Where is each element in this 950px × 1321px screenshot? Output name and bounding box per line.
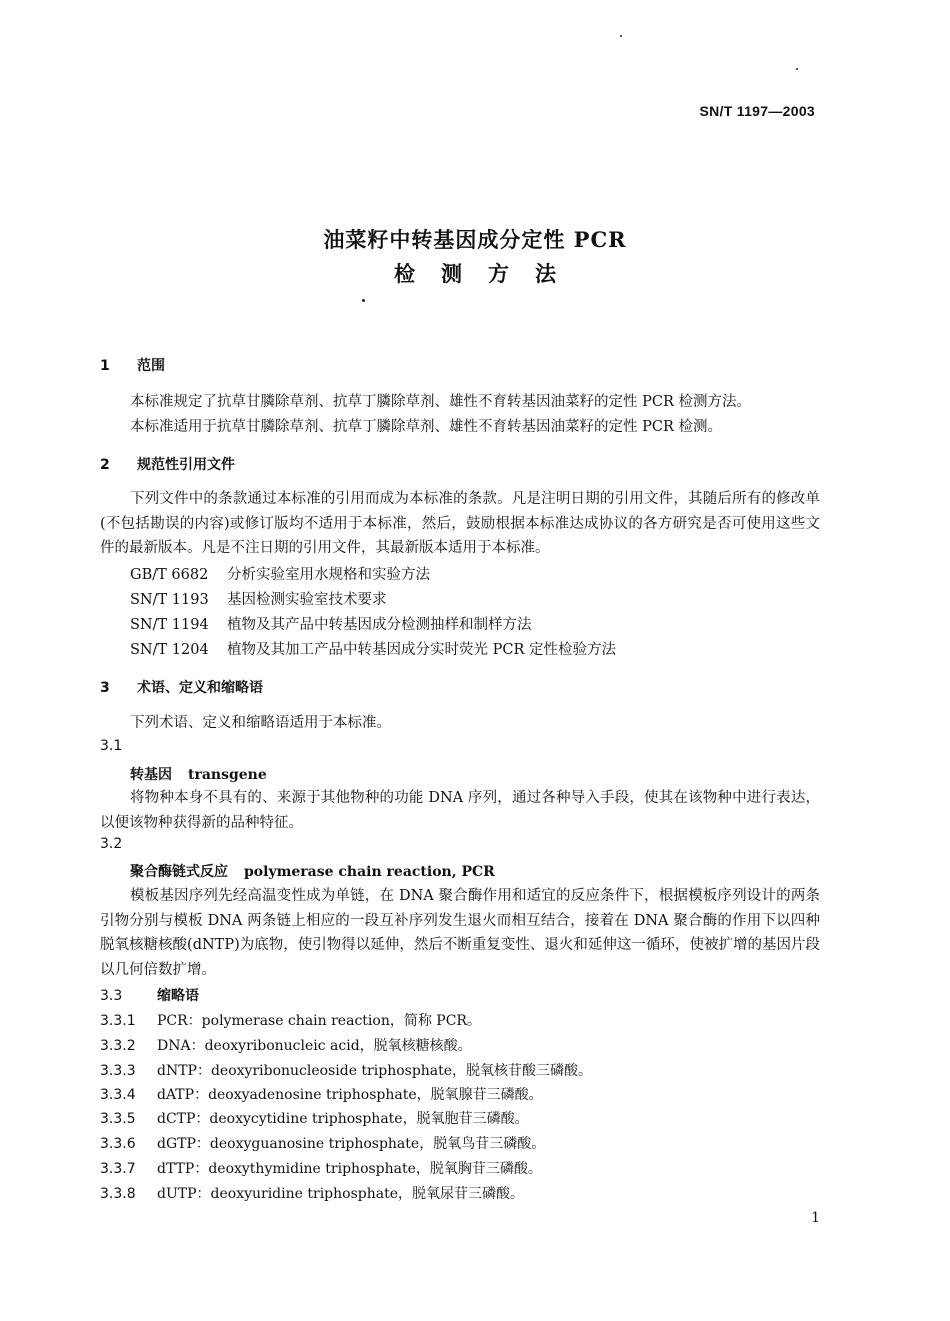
abbreviation-item xyxy=(100,1060,592,1080)
clause-title: 缩略语 xyxy=(157,988,199,1004)
reference-code: GB/T 6682 xyxy=(130,567,209,583)
clause-number: 3.3.4 xyxy=(100,1087,136,1103)
abbreviation-item xyxy=(100,1084,543,1104)
term-en: transgene xyxy=(188,767,267,783)
reference-title: 植物及其产品中转基因成分检测抽样和制样方法 xyxy=(227,617,532,633)
term-entry xyxy=(130,861,495,881)
abbreviation-text: dATP：deoxyadenosine triphosphate，脱氧腺苷三磷酸。 xyxy=(157,1087,543,1103)
abbreviation-item xyxy=(100,1010,481,1030)
abbreviation-text: dGTP：deoxyguanosine triphosphate，脱氧鸟苷三磷酸。 xyxy=(157,1136,546,1152)
definition: 将物种本身不具有的、来源于其他物种的功能 DNA 序列，通过各种导入手段，使其在该物种中进行表达，以便该物种获得新的品种特征。 xyxy=(100,790,820,831)
clause-number: 3.3 xyxy=(100,988,123,1004)
abbreviation-text: DNA：deoxyribonucleic acid，脱氧核糖核酸。 xyxy=(157,1038,472,1054)
abbreviation-item xyxy=(100,1035,472,1055)
document-title-line2: 检测方法 xyxy=(394,261,582,286)
document-title-line1: 油菜籽中转基因成分定性 PCR xyxy=(323,227,627,252)
term-entry xyxy=(130,764,267,784)
abbreviation-text: dNTP：deoxyribonucleoside triphosphate，脱氧核苷酸三磷酸。 xyxy=(157,1063,593,1079)
clause-3-3-heading xyxy=(100,985,199,1005)
abbreviation-text: dTTP：deoxythymidine triphosphate，脱氧胸苷三磷酸。 xyxy=(157,1161,542,1177)
reference-item xyxy=(130,638,616,659)
clause-number: 3.2 xyxy=(100,836,123,852)
abbreviation-item xyxy=(100,1108,529,1128)
reference-title: 分析实验室用水规格和实验方法 xyxy=(227,567,430,583)
paragraph: 本标准规定了抗草甘膦除草剂、抗草丁膦除草剂、雄性不育转基因油菜籽的定性 PCR 检测方法。 xyxy=(130,394,751,410)
abbreviation-text: dCTP：deoxycytidine triphosphate，脱氧胞苷三磷酸。 xyxy=(157,1111,529,1127)
section-number: 2 xyxy=(100,457,110,473)
definition: 模板基因序列先经高温变性成为单链，在 DNA 聚合酶作用和适宜的反应条件下，根据模板序列设计的两条引物分别与模板 DNA 两条链上相应的一段互补序列发生退火而相互结合，接着在 DNA 聚合酶的作用下以四种脱氧核糖核酸(dNTP)为底物，使引物得以延伸，然后不断重复变性、退火和延伸这一循环，使被扩增的基因片段以几何倍数扩增。 xyxy=(100,888,820,978)
clause-number: 3.3.1 xyxy=(100,1013,136,1029)
paragraph: 下列文件中的条款通过本标准的引用而成为本标准的条款。凡是注明日期的引用文件，其随后所有的修改单(不包括勘误的内容)或修订版均不适用于本标准，然后，鼓励根据本标准达成协议的各方研究是否可使用这些文件的最新版本。凡是不注日期的引用文件，其最新版本适用于本标准。 xyxy=(100,491,820,556)
reference-code: SN/T 1204 xyxy=(130,642,209,658)
scan-speck xyxy=(362,299,365,302)
clause-number: 3.3.6 xyxy=(100,1136,136,1152)
section-title: 范围 xyxy=(137,358,165,374)
reference-title: 基因检测实验室技术要求 xyxy=(227,592,387,608)
abbreviation-item xyxy=(100,1133,545,1153)
clause-number: 3.1 xyxy=(100,738,123,754)
scan-speck xyxy=(620,35,622,37)
clause-number: 3.3.3 xyxy=(100,1063,136,1079)
abbreviation-text: dUTP：deoxyuridine triphosphate，脱氧尿苷三磷酸。 xyxy=(157,1186,525,1202)
reference-item xyxy=(130,613,532,634)
abbreviation-item xyxy=(100,1158,542,1178)
term-cn: 聚合酶链式反应 xyxy=(130,864,228,880)
reference-code: SN/T 1193 xyxy=(130,592,209,608)
term-cn: 转基因 xyxy=(130,767,172,783)
page-number: 1 xyxy=(811,1210,820,1226)
reference-code: SN/T 1194 xyxy=(130,617,209,633)
standard-code: SN/T 1197—2003 xyxy=(699,103,815,119)
abbreviation-item xyxy=(100,1183,524,1203)
reference-item xyxy=(130,563,430,584)
section-1-heading xyxy=(100,355,165,375)
paragraph: 下列术语、定义和缩略语适用于本标准。 xyxy=(130,715,391,731)
paragraph: 本标准适用于抗草甘膦除草剂、抗草丁膦除草剂、雄性不育转基因油菜籽的定性 PCR 检测。 xyxy=(130,419,722,435)
section-number: 3 xyxy=(100,680,110,696)
clause-number: 3.3.8 xyxy=(100,1186,136,1202)
clause-number: 3.3.7 xyxy=(100,1161,136,1177)
reference-title: 植物及其加工产品中转基因成分实时荧光 PCR 定性检验方法 xyxy=(227,642,616,658)
reference-item xyxy=(130,588,387,609)
section-title: 术语、定义和缩略语 xyxy=(137,680,263,696)
section-number: 1 xyxy=(100,358,110,374)
clause-number: 3.3.2 xyxy=(100,1038,136,1054)
section-2-heading xyxy=(100,454,235,474)
section-title: 规范性引用文件 xyxy=(137,457,235,473)
clause-number: 3.3.5 xyxy=(100,1111,136,1127)
term-en: polymerase chain reaction, PCR xyxy=(244,864,495,880)
scan-speck xyxy=(796,68,798,70)
section-3-heading xyxy=(100,677,263,697)
abbreviation-text: PCR：polymerase chain reaction，简称 PCR。 xyxy=(157,1013,481,1029)
